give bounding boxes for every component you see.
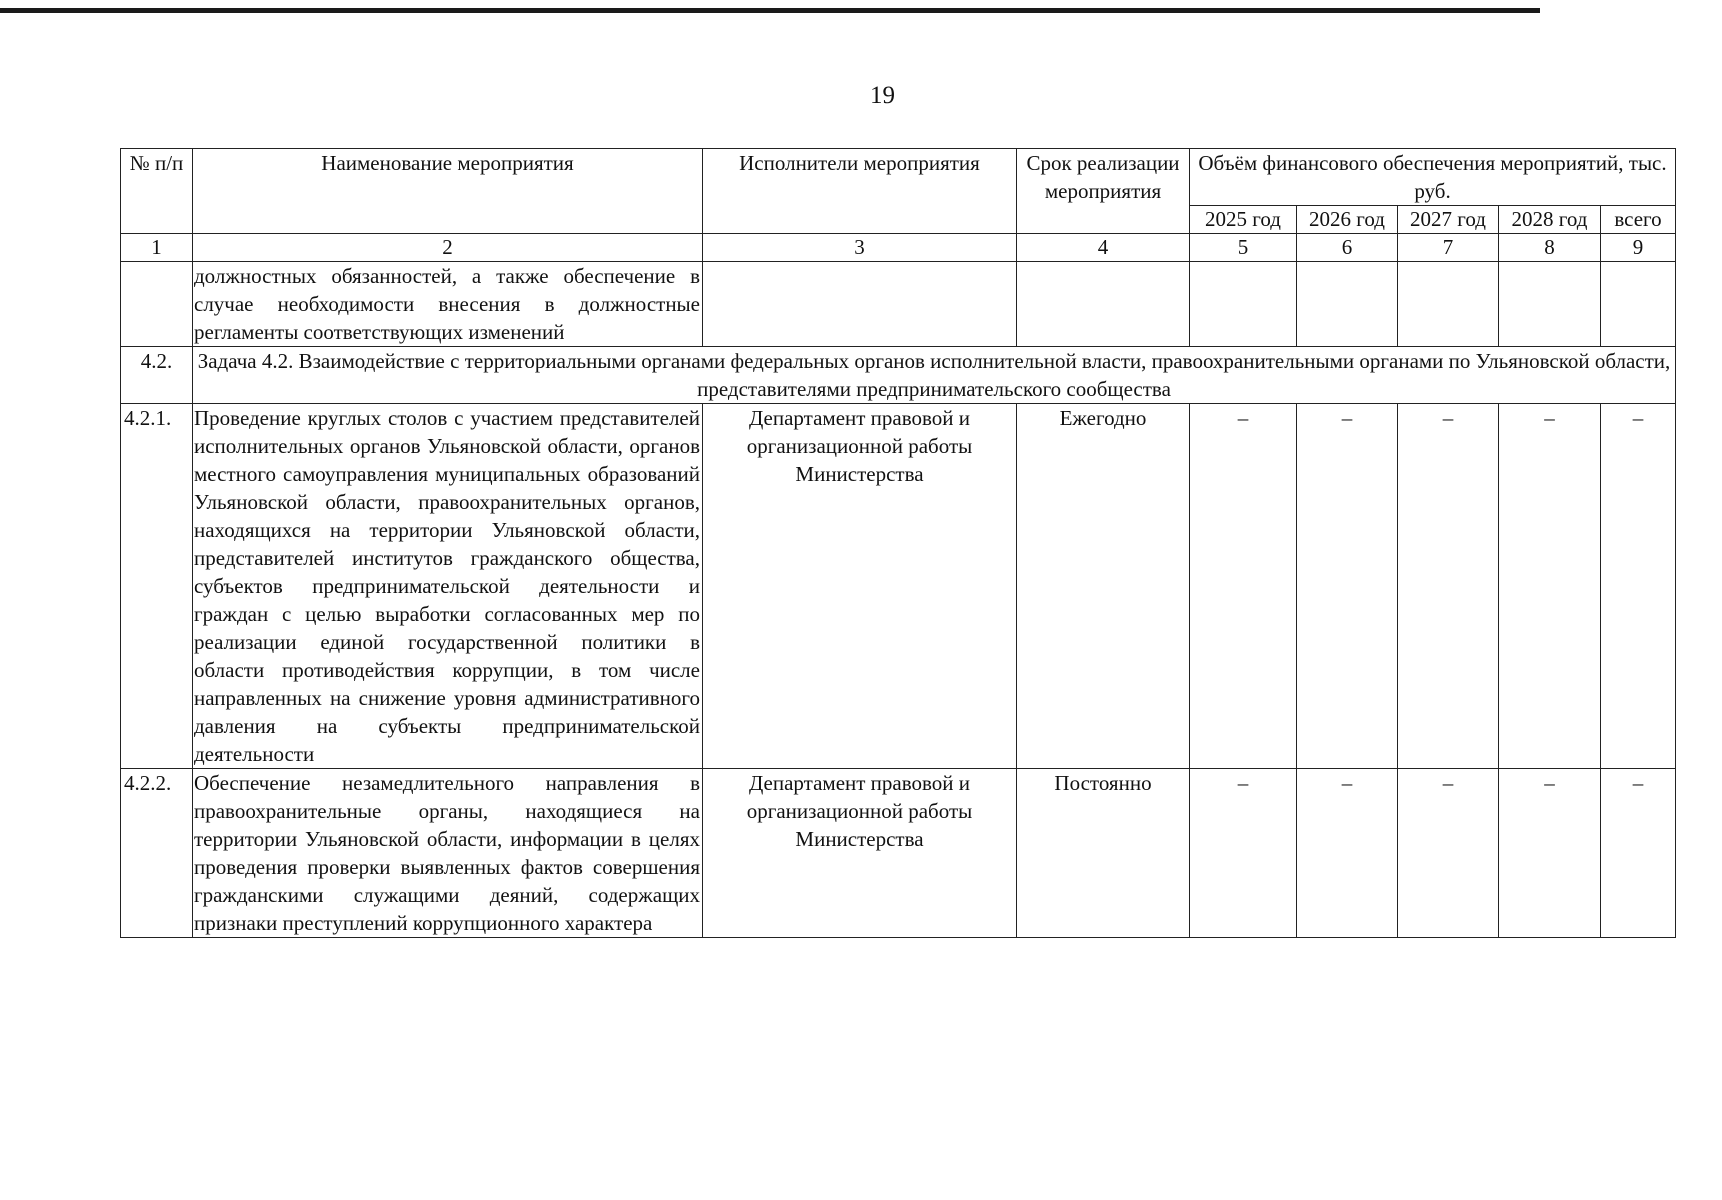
header-year-2026: 2026 год: [1297, 206, 1398, 234]
row-executors: Департамент правовой и организационной работы Министерства: [703, 769, 1017, 938]
table-row-continuation: [121, 262, 1676, 347]
table-row-task: [121, 347, 1676, 404]
row-num: 4.2.1.: [121, 404, 193, 769]
header-executors: Исполнители мероприятия: [703, 149, 1017, 234]
events-table: [120, 148, 1676, 938]
column-number: 3: [703, 234, 1017, 262]
column-numbers-row: [121, 234, 1676, 262]
column-number: 8: [1499, 234, 1601, 262]
row-name: Обеспечение незамедлительного направления в правоохранительные органы, находящиеся на территории Ульяновской области, информации в целях проведения проверки выявленных фактов совершения гражданскими служащими деяний, содержащих признаки преступлений коррупционного характера: [193, 769, 703, 938]
table-row-4-2-2: [121, 769, 1676, 938]
row-term: Ежегодно: [1017, 404, 1190, 769]
task-num: 4.2.: [121, 347, 193, 404]
header-finance: Объём финансового обеспечения мероприятий, тыс. руб.: [1190, 149, 1676, 206]
header-num: № п/п: [121, 149, 193, 234]
row-value-2025: [1190, 262, 1297, 347]
row-num: [121, 262, 193, 347]
header-row-1: [121, 149, 1676, 206]
header-year-2027: 2027 год: [1398, 206, 1499, 234]
task-title: Задача 4.2. Взаимодействие с территориальными органами федеральных органов исполнительной власти, правоохранительными органами по Ульяновской области, представителями предпринимательского сообщества: [193, 347, 1676, 404]
table-row-4-2-1: [121, 404, 1676, 769]
row-value-2027: [1398, 262, 1499, 347]
column-number: 4: [1017, 234, 1190, 262]
column-number: 2: [193, 234, 703, 262]
page-number: 19: [870, 82, 895, 109]
header-term: Срок реализации мероприятия: [1017, 149, 1190, 234]
row-value-2025: –: [1190, 769, 1297, 938]
row-value-total: [1601, 262, 1676, 347]
row-value-2028: –: [1499, 769, 1601, 938]
row-value-2026: –: [1297, 404, 1398, 769]
row-name: должностных обязанностей, а также обеспечение в случае необходимости внесения в должностные регламенты соответствующих изменений: [193, 262, 703, 347]
row-value-2027: –: [1398, 404, 1499, 769]
row-num: 4.2.2.: [121, 769, 193, 938]
column-number: 1: [121, 234, 193, 262]
row-value-2028: –: [1499, 404, 1601, 769]
row-executors: Департамент правовой и организационной работы Министерства: [703, 404, 1017, 769]
row-value-2027: –: [1398, 769, 1499, 938]
header-total: всего: [1601, 206, 1676, 234]
top-border-rule: [0, 8, 1540, 13]
column-number: 7: [1398, 234, 1499, 262]
row-value-total: –: [1601, 769, 1676, 938]
column-number: 9: [1601, 234, 1676, 262]
row-executors: [703, 262, 1017, 347]
header-year-2025: 2025 год: [1190, 206, 1297, 234]
column-number: 5: [1190, 234, 1297, 262]
row-term: Постоянно: [1017, 769, 1190, 938]
row-value-2026: –: [1297, 769, 1398, 938]
row-value-2025: –: [1190, 404, 1297, 769]
row-value-total: –: [1601, 404, 1676, 769]
row-term: [1017, 262, 1190, 347]
header-year-2028: 2028 год: [1499, 206, 1601, 234]
row-name: Проведение круглых столов с участием представителей исполнительных органов Ульяновской области, органов местного самоуправления муниципальных образований Ульяновской области, правоохранительных органов, находящихся на территории Ульяновской области, представителей институтов гражданского общества, субъектов предпринимательской деятельности и граждан с целью выработки согласованных мер по реализации единой государственной политики в области противодействия коррупции, в том числе направленных на снижение уровня административного давления на субъекты предпринимательской деятельности: [193, 404, 703, 769]
row-value-2026: [1297, 262, 1398, 347]
events-table-container: [120, 148, 1675, 938]
row-value-2028: [1499, 262, 1601, 347]
header-name: Наименование мероприятия: [193, 149, 703, 234]
column-number: 6: [1297, 234, 1398, 262]
